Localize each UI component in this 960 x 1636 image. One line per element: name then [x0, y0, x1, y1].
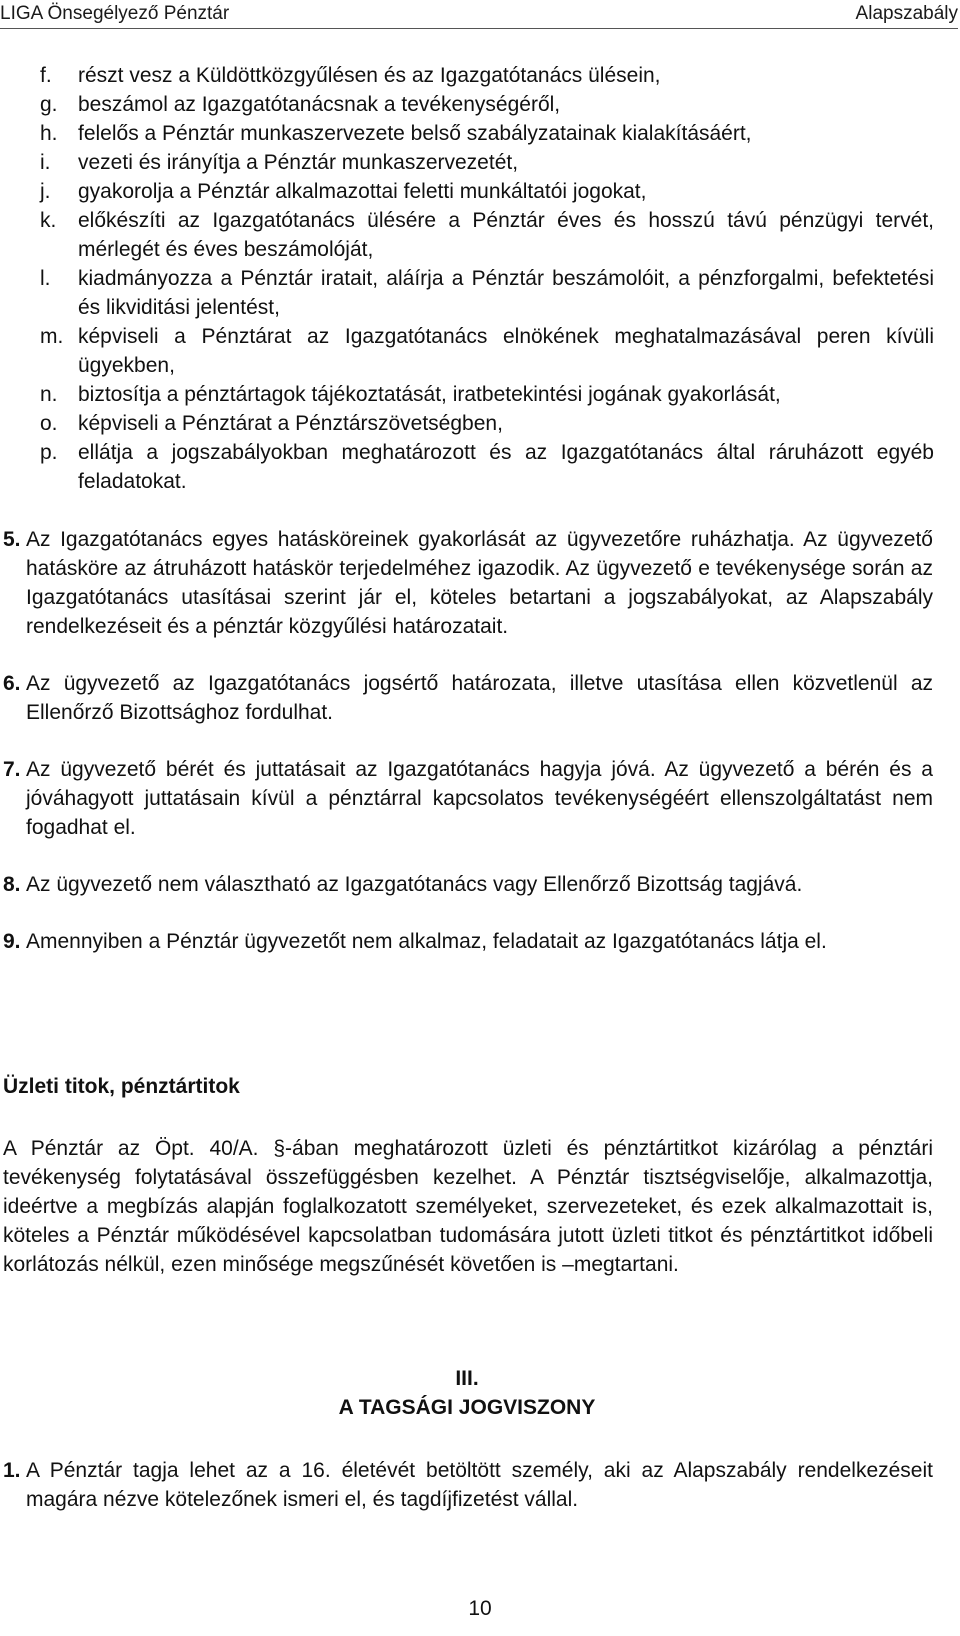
- list-item-letter: m.: [40, 325, 64, 348]
- item-number: 6.: [3, 672, 21, 695]
- list-item: [40, 119, 934, 148]
- list-item-letter: p.: [40, 441, 58, 464]
- list-item-text: képviseli a Pénztárat az Igazgatótanács elnökének meghatalmazásával peren kívüli ügyekben,: [78, 325, 934, 377]
- duties-list: [40, 61, 934, 496]
- list-item-text: kiadmányozza a Pénztár iratait, aláírja a Pénztár beszámolóit, a pénzforgalmi, befektetési és likviditási jelentést,: [78, 267, 934, 319]
- list-item-text: gyakorolja a Pénztár alkalmazottai feletti munkáltatói jogokat,: [78, 180, 647, 203]
- list-item-text: beszámol az Igazgatótanácsnak a tevékenységéről,: [78, 93, 561, 116]
- item-number: 7.: [3, 758, 21, 781]
- section-paragraph: A Pénztár az Öpt. 40/A. §-ában meghatározott üzleti és pénztártitkot kizárólag a pénztári tevékenység folytatásával összefüggésben kezelhet. A Pénztár tisztségviselője, alkalmazottja, ideértve a megbízás alapján foglalkozatott személyeket, szervezeteket, és ezek alkalmazottait is, köteles a Pénztár működésével kapcsolatban tudomására jutott üzleti titkot és pénztártitkot időbeli korlátozás nélkül, ezen minősége megszűnését követően is –megtartani.: [3, 1137, 933, 1276]
- list-item-letter: f.: [40, 64, 52, 87]
- item-text: Amennyiben a Pénztár ügyvezetőt nem alkalmaz, feladatait az Igazgatótanács látja el.: [26, 930, 827, 953]
- numbered-provisions: [3, 525, 933, 984]
- list-item: [40, 148, 934, 177]
- item-number: 5.: [3, 528, 21, 551]
- item-text: A Pénztár tagja lehet az a 16. életévét betöltött személy, aki az Alapszabály rendelkezéseit magára nézve kötelezőnek ismeri el, és tagdíjfizetést vállal.: [26, 1459, 933, 1511]
- list-item-letter: g.: [40, 93, 58, 116]
- list-item-text: ellátja a jogszabályokban meghatározott és az Igazgatótanács által ráruházott egyéb feladatokat.: [78, 441, 934, 493]
- item-text: Az ügyvezető az Igazgatótanács jogsértő határozata, illetve utasítása ellen közvetlenül az Ellenőrző Bizottsághoz fordulhat.: [26, 672, 933, 724]
- list-item-text: képviseli a Pénztárat a Pénztárszövetségben,: [78, 412, 503, 435]
- page-number: 10: [468, 1597, 492, 1620]
- list-item-letter: j.: [40, 180, 51, 203]
- item-text: Az ügyvezető bérét és juttatásait az Igazgatótanács hagyja jóvá. Az ügyvezető a bérén és a jóváhagyott juttatásain kívül a pénztárral kapcsolatos tevékenységéért ellenszolgáltatást nem fogadhat el.: [26, 758, 933, 839]
- numbered-item: [3, 525, 933, 641]
- list-item-letter: h.: [40, 122, 58, 145]
- list-item-letter: i.: [40, 151, 51, 174]
- numbered-item: [3, 870, 933, 899]
- section-heading: Üzleti titok, pénztártitok: [3, 1075, 240, 1098]
- list-item: [40, 409, 934, 438]
- list-item: [40, 380, 934, 409]
- list-item-letter: o.: [40, 412, 58, 435]
- list-item: [40, 177, 934, 206]
- list-item-letter: l.: [40, 267, 51, 290]
- list-item: [40, 264, 934, 322]
- chapter-item: [3, 1456, 933, 1514]
- list-item: [40, 61, 934, 90]
- header-document-title: Alapszabály: [855, 3, 958, 24]
- list-item: [40, 206, 934, 264]
- item-text: Az ügyvezető nem választható az Igazgatótanács vagy Ellenőrző Bizottság tagjává.: [26, 873, 803, 896]
- list-item: [40, 322, 934, 380]
- list-item: [40, 438, 934, 496]
- chapter-title: A TAGSÁGI JOGVISZONY: [338, 1396, 596, 1419]
- page-header: [0, 2, 958, 29]
- numbered-item: [3, 1456, 933, 1514]
- item-number: 9.: [3, 930, 21, 953]
- chapter-number: III.: [455, 1367, 479, 1390]
- list-item-text: felelős a Pénztár munkaszervezete belső szabályzatainak kialakításáért,: [78, 122, 752, 145]
- list-item-letter: k.: [40, 209, 57, 232]
- item-text: Az Igazgatótanács egyes hatásköreinek gyakorlását az ügyvezetőre ruházhatja. Az ügyvezető hatásköre az átruházott hatáskör terjedelméhez igazodik. Az ügyvezető e tevékenysége során az Igazgatótanács utasításai szerint jár el, köteles betartani a jogszabályokat, az Alapszabály rendelkezéseit és a pénztár közgyűlési határozatait.: [26, 528, 933, 638]
- header-organization: LIGA Önsegélyező Pénztár: [0, 3, 230, 24]
- item-number: 1.: [3, 1459, 21, 1482]
- list-item-text: biztosítja a pénztártagok tájékoztatását, iratbetekintési jogának gyakorlását,: [78, 383, 781, 406]
- numbered-item: [3, 927, 933, 956]
- list-item-letter: n.: [40, 383, 58, 406]
- numbered-item: [3, 755, 933, 842]
- list-item-text: vezeti és irányítja a Pénztár munkaszervezetét,: [78, 151, 519, 174]
- list-item-text: részt vesz a Küldöttközgyűlésen és az Igazgatótanács ülésein,: [78, 64, 661, 87]
- numbered-item: [3, 669, 933, 727]
- item-number: 8.: [3, 873, 21, 896]
- list-item-text: előkészíti az Igazgatótanács ülésére a Pénztár éves és hosszú távú pénzügyi tervét, mérlegét és éves beszámolóját,: [78, 209, 934, 261]
- list-item: [40, 90, 934, 119]
